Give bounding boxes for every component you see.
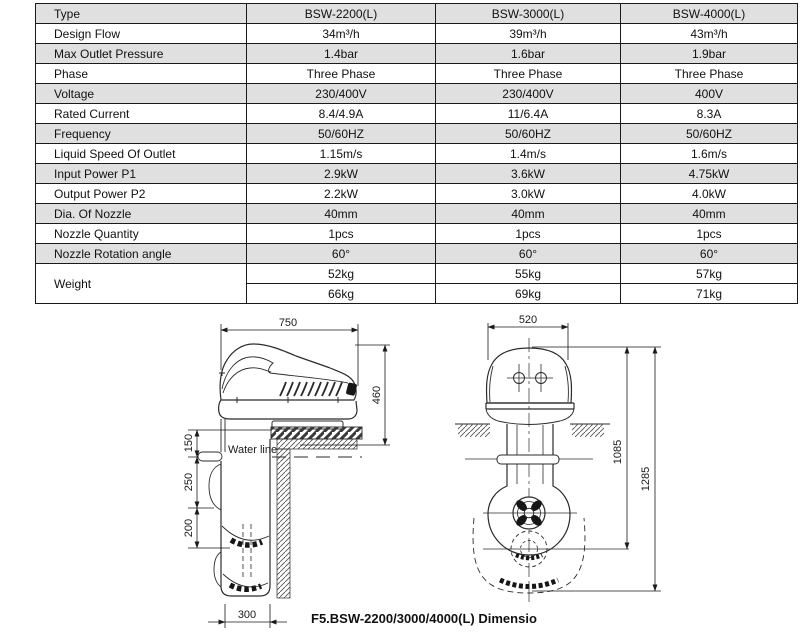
value-cell: 1.15m/s <box>247 144 436 164</box>
value-cell: 1pcs <box>621 224 798 244</box>
value-cell: BSW-4000(L) <box>621 4 798 24</box>
row-label: Phase <box>36 64 247 84</box>
water-line-label: Water line <box>228 444 278 456</box>
value-cell: 11/6.4A <box>436 104 621 124</box>
table-row <box>36 4 798 24</box>
value-cell: Three Phase <box>247 64 436 84</box>
value-cell: 50/60HZ <box>621 124 798 144</box>
value-cell: 1.6m/s <box>621 144 798 164</box>
value-cell: 40mm <box>621 204 798 224</box>
value-cell: 43m³/h <box>621 24 798 44</box>
row-label: Voltage <box>36 84 247 104</box>
table-row <box>36 124 798 144</box>
value-cell: 2.9kW <box>247 164 436 184</box>
row-label: Nozzle Rotation angle <box>36 244 247 264</box>
value-cell: 66kg <box>247 284 436 304</box>
dim-label-300: 300 <box>237 609 257 621</box>
dim-label-150: 150 <box>183 433 195 453</box>
table-row-weight-upper <box>36 264 798 284</box>
table-row <box>36 224 798 244</box>
value-cell: 60° <box>247 244 436 264</box>
row-label: Input Power P1 <box>36 164 247 184</box>
row-label: Output Power P2 <box>36 184 247 204</box>
front-view-drawing <box>455 338 629 604</box>
row-label: Type <box>36 4 247 24</box>
value-cell: 50/60HZ <box>247 124 436 144</box>
value-cell: 8.4/4.9A <box>247 104 436 124</box>
table-row <box>36 44 798 64</box>
row-label: Weight <box>36 264 247 304</box>
value-cell: Three Phase <box>436 64 621 84</box>
dimension-drawing <box>180 312 800 638</box>
value-cell: 1pcs <box>436 224 621 244</box>
dim-label-250: 250 <box>183 472 195 492</box>
table-row <box>36 204 798 224</box>
value-cell: 60° <box>436 244 621 264</box>
value-cell: 69kg <box>436 284 621 304</box>
table-row <box>36 144 798 164</box>
figure-caption: F5.BSW-2200/3000/4000(L) Dimensio <box>311 611 537 626</box>
value-cell: 3.0kW <box>436 184 621 204</box>
row-label: Nozzle Quantity <box>36 224 247 244</box>
table-row <box>36 84 798 104</box>
spec-table <box>35 3 798 304</box>
table-row <box>36 24 798 44</box>
value-cell: 230/400V <box>247 84 436 104</box>
value-cell: 8.3A <box>621 104 798 124</box>
value-cell: 1.6bar <box>436 44 621 64</box>
value-cell: 34m³/h <box>247 24 436 44</box>
dim-label-520: 520 <box>518 314 538 326</box>
row-label: Design Flow <box>36 24 247 44</box>
value-cell: 1.4bar <box>247 44 436 64</box>
value-cell: 57kg <box>621 264 798 284</box>
value-cell: 1.9bar <box>621 44 798 64</box>
dim-label-200: 200 <box>183 518 195 538</box>
value-cell: 4.0kW <box>621 184 798 204</box>
value-cell: 4.75kW <box>621 164 798 184</box>
value-cell: 400V <box>621 84 798 104</box>
dim-label-750: 750 <box>278 317 298 329</box>
value-cell: BSW-3000(L) <box>436 4 621 24</box>
dim-label-1285: 1285 <box>640 466 652 492</box>
value-cell: 40mm <box>247 204 436 224</box>
dim-label-1085: 1085 <box>612 439 624 465</box>
value-cell: 52kg <box>247 264 436 284</box>
table-row <box>36 184 798 204</box>
value-cell: BSW-2200(L) <box>247 4 436 24</box>
row-label: Liquid Speed Of Outlet <box>36 144 247 164</box>
row-label: Rated Current <box>36 104 247 124</box>
value-cell: 71kg <box>621 284 798 304</box>
table-row <box>36 244 798 264</box>
value-cell: 39m³/h <box>436 24 621 44</box>
value-cell: Three Phase <box>621 64 798 84</box>
side-view-drawing <box>198 344 362 598</box>
value-cell: 50/60HZ <box>436 124 621 144</box>
value-cell: 2.2kW <box>247 184 436 204</box>
value-cell: 230/400V <box>436 84 621 104</box>
value-cell: 55kg <box>436 264 621 284</box>
dim-label-460: 460 <box>371 385 383 405</box>
table-row <box>36 64 798 84</box>
table-row <box>36 164 798 184</box>
row-label: Max Outlet Pressure <box>36 44 247 64</box>
row-label: Frequency <box>36 124 247 144</box>
value-cell: 40mm <box>436 204 621 224</box>
value-cell: 1.4m/s <box>436 144 621 164</box>
table-row <box>36 104 798 124</box>
value-cell: 60° <box>621 244 798 264</box>
row-label: Dia. Of Nozzle <box>36 204 247 224</box>
value-cell: 3.6kW <box>436 164 621 184</box>
value-cell: 1pcs <box>247 224 436 244</box>
